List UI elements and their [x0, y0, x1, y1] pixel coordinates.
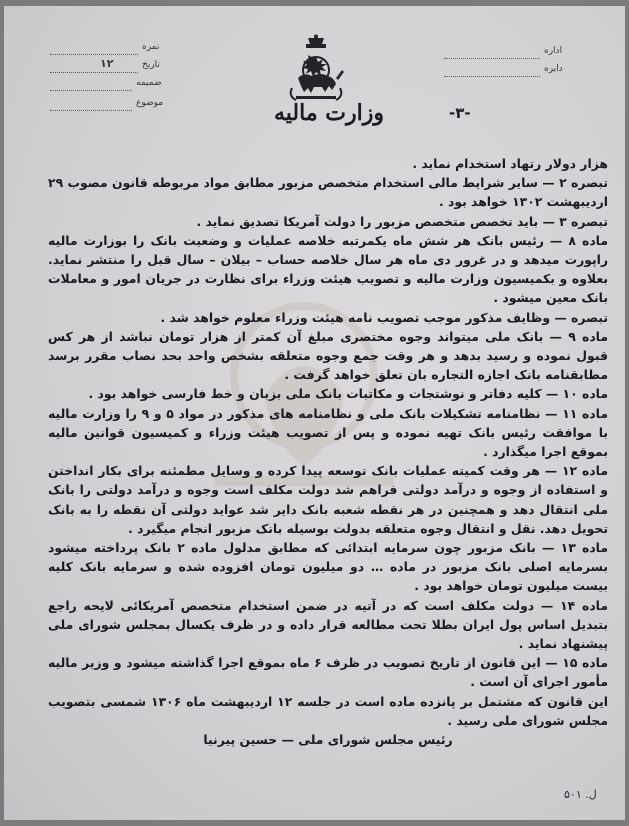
article-14: ماده ۱۴ — دولت مکلف است که در آتیه در ضمن استخدام متخصص آمریکائی لایحه راجع بتبدیل اساس پول ایران بطلا تحت مطالعه قرار داده و در ظرف یکسال بمجلس شورای ملی پیشنهاد نماید . — [48, 597, 609, 652]
page-number: -۳- — [449, 104, 471, 122]
note-3: تبصره ۳ — باید تخصص متخصص مزبور را دولت آمریکا تصدیق نماید . — [196, 213, 608, 229]
header-line-office — [444, 57, 540, 59]
header-label-office: اداره — [544, 46, 563, 56]
header-line-date — [50, 71, 138, 73]
ministry-title: وزارت مالیه — [274, 100, 384, 126]
header-label-department: دایره — [544, 64, 563, 74]
header-label-subject: موضوع — [136, 98, 164, 108]
signature-line: رئیس مجلس شورای ملی — حسین پیرنیا — [203, 732, 453, 748]
note-2: تبصره ۲ — سایر شرایط مالی استخدام متخصص مزبور مطابق مواد مربوطه قانون مصوب ۲۹ اردیبهشت ۱۳۰۲ خواهد بود . — [48, 175, 608, 210]
lion-and-sun-emblem-icon — [284, 34, 348, 104]
article-10: ماده ۱۰ — کلیه دفاتر و نوشتجات و مکاتبات بانک ملی بزبان و خط فارسی خواهد بود . — [88, 386, 608, 402]
header-label-number: نمره — [142, 42, 160, 52]
article-11: ماده ۱۱ — نظامنامه تشکیلات بانک ملی و نظامنامه های مذکور در مواد ۵ و ۹ را وزارت مالیه با موافقت رئیس بانک تهیه نموده و پس از تصویب هیئت وزراء و کمیسیون قوانین مالیه بموقع اجرا میگذارد . — [48, 405, 608, 460]
enactment-statement: این قانون که مشتمل بر پانزده ماده است در جلسه ۱۲ اردیبهشت ماه ۱۳۰۶ شمسی بتصویب مجلس شورای ملی رسید . — [48, 693, 608, 728]
document-body — [48, 154, 608, 749]
header-date-value: ۱۲ — [100, 57, 114, 70]
document-page — [4, 6, 625, 820]
header-line-number — [50, 53, 138, 55]
footer-reference: ل. ۵۰۱ — [564, 788, 597, 801]
header-line-subject — [50, 109, 132, 111]
article-13: ماده ۱۳ — بانک مزبور چون سرمایه ابتدائی که مطابق مدلول ماده ۲ بانک پرداخته میشود بسرمایه اصلی بانک مزبور در ماده … دو میلیون تومان افزوده شده و سرمایه بانک کلیه بیست میلیون تومان خواهد بود . — [48, 540, 609, 594]
header-line-attachment — [50, 89, 132, 91]
article-15: ماده ۱۵ — این قانون از تاریخ تصویب در ظرف ۶ ماه بموقع اجرا گذاشته میشود و وزیر مالیه مأمور اجرای آن است . — [48, 655, 608, 690]
body-line: هزار دولار رتهاد استخدام نماید . — [412, 156, 608, 171]
header-line-department — [444, 75, 540, 77]
article-8: ماده ۸ — رئیس بانک هر شش ماه یکمرتبه خلاصه عملیات و وضعیت بانک را بوزارت مالیه راپورت میدهد و در غرور دی ماه هر سال خلاصه حساب – بیلان – سال قبل را منتشر نماید. بعلاوه و بکمیسیون وزارت مالیه و تصویب هیئت وزراء برای نظارت در جریان امور و معاملات بانک معین میشود . — [48, 232, 609, 306]
header-label-date: تاریخ — [142, 60, 160, 70]
header-label-attachment: ضمیمه — [136, 78, 162, 88]
note-article-8: تبصره — وظایف مذکور موجب تصویب نامه هیئت وزراء معلوم خواهد شد . — [160, 309, 608, 325]
article-12: ماده ۱۲ — هر وقت کمیته عملیات بانک توسعه پیدا کرده و وسایل مطمئنه برای بکار انداختن و استفاده از وجوه و درآمد دولتی فراهم شد دولت مکلف است وجوه و درآمد دولتی را بانک ملی انتقال دهد و همچنین در هر نقطه شعبه بانک دایر شد عواید دولتی آن نقطه را به بانک تحویل دهد. نقل و انتقال وجوه متعلقه بدولت بوسیله بانک مزبور انجام میگیرد . — [48, 463, 608, 536]
article-9: ماده ۹ — بانک ملی میتواند وجوه مختصری مبلغ آن کمتر از هزار تومان نباشد از هر کس قبول نموده و رسید بدهد و هر وقت جمع وجوه متعلقه بشخص واحد بحد نصاب مقرر برسد مطابقنامه بانک اجازه التجاره بان تعلق خواهد گرفت . — [48, 328, 608, 383]
